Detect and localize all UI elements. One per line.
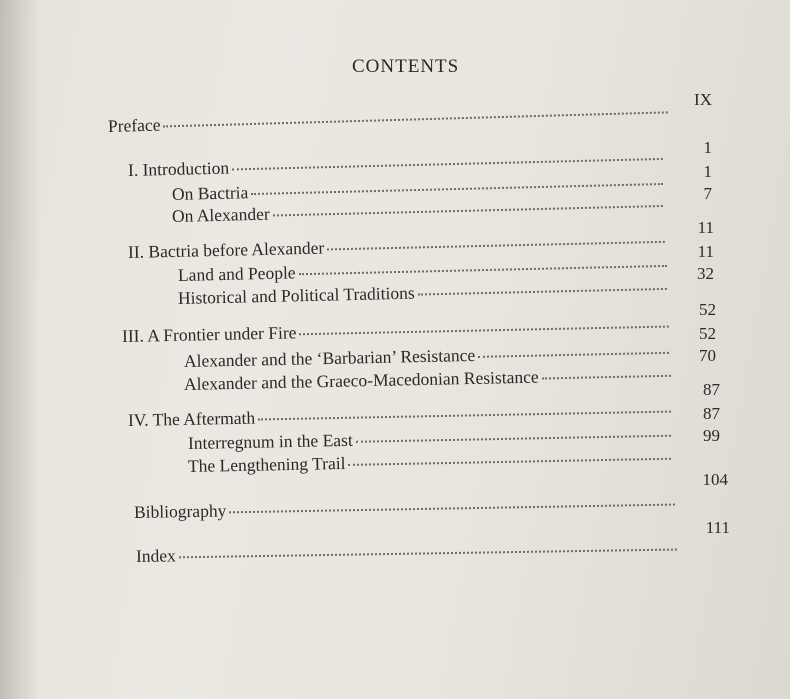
toc-page-number: IX xyxy=(694,90,712,109)
toc-entry-label: The Lengthening Trail xyxy=(187,452,346,476)
toc-page-number: 11 xyxy=(697,218,714,237)
dot-leader xyxy=(273,205,663,217)
toc-page-number: 1 xyxy=(703,162,712,181)
toc-page-number: 52 xyxy=(699,324,716,343)
dot-leader xyxy=(327,241,665,251)
toc-entry-label: Index xyxy=(135,545,177,566)
toc-entry-index xyxy=(136,538,677,567)
toc-page-number: 99 xyxy=(703,426,720,445)
toc-entry-label: Historical and Political Traditions xyxy=(177,282,415,308)
toc-page-number: 7 xyxy=(703,184,712,203)
toc-entry-label: On Bactria xyxy=(171,182,249,204)
toc-page-number: 52 xyxy=(699,300,716,319)
page-edge-shadow xyxy=(0,0,40,699)
toc-page-number: 87 xyxy=(703,380,720,399)
dot-leader xyxy=(258,411,671,421)
toc-entry-label: Alexander and the Graeco-Macedonian Resistance xyxy=(183,366,539,394)
dot-leader xyxy=(232,158,663,171)
toc-page-number: 104 xyxy=(702,470,728,489)
toc-entry-label: Preface xyxy=(107,114,161,136)
dot-leader xyxy=(163,111,667,127)
contents-heading: CONTENTS xyxy=(352,56,460,77)
toc-entry-bibliography xyxy=(134,493,675,523)
toc-entry-label: I. Introduction xyxy=(127,157,230,180)
dot-leader xyxy=(542,375,671,380)
dot-leader xyxy=(418,288,667,296)
toc-page-number: 111 xyxy=(705,518,730,537)
toc-page-number: 70 xyxy=(699,346,716,365)
dot-leader xyxy=(348,458,670,466)
dot-leader xyxy=(229,504,675,514)
dot-leader xyxy=(251,183,663,195)
dot-leader xyxy=(299,326,668,336)
toc-entry-label: Alexander and the ‘Barbarian’ Resistance xyxy=(183,344,476,371)
toc-page-number: 32 xyxy=(697,264,714,283)
toc-entry-label: II. Bactria before Alexander xyxy=(127,237,325,262)
dot-leader xyxy=(299,265,667,275)
dot-leader xyxy=(478,352,669,358)
toc-entry-label: Interregnum in the East xyxy=(187,429,353,453)
toc-page-number: 1 xyxy=(703,138,712,157)
toc-page-number: 87 xyxy=(703,404,720,423)
toc-page-number: 11 xyxy=(697,242,714,261)
toc-entry-preface xyxy=(108,100,668,137)
toc-entry-label: Bibliography xyxy=(133,500,227,522)
toc-entry-label: Land and People xyxy=(177,262,296,285)
toc-entry-label: III. A Frontier under Fire xyxy=(121,322,297,346)
dot-leader xyxy=(179,549,677,559)
toc-entry-label: On Alexander xyxy=(171,203,270,226)
toc-entry-label: IV. The Aftermath xyxy=(127,407,256,430)
dot-leader xyxy=(356,435,671,443)
